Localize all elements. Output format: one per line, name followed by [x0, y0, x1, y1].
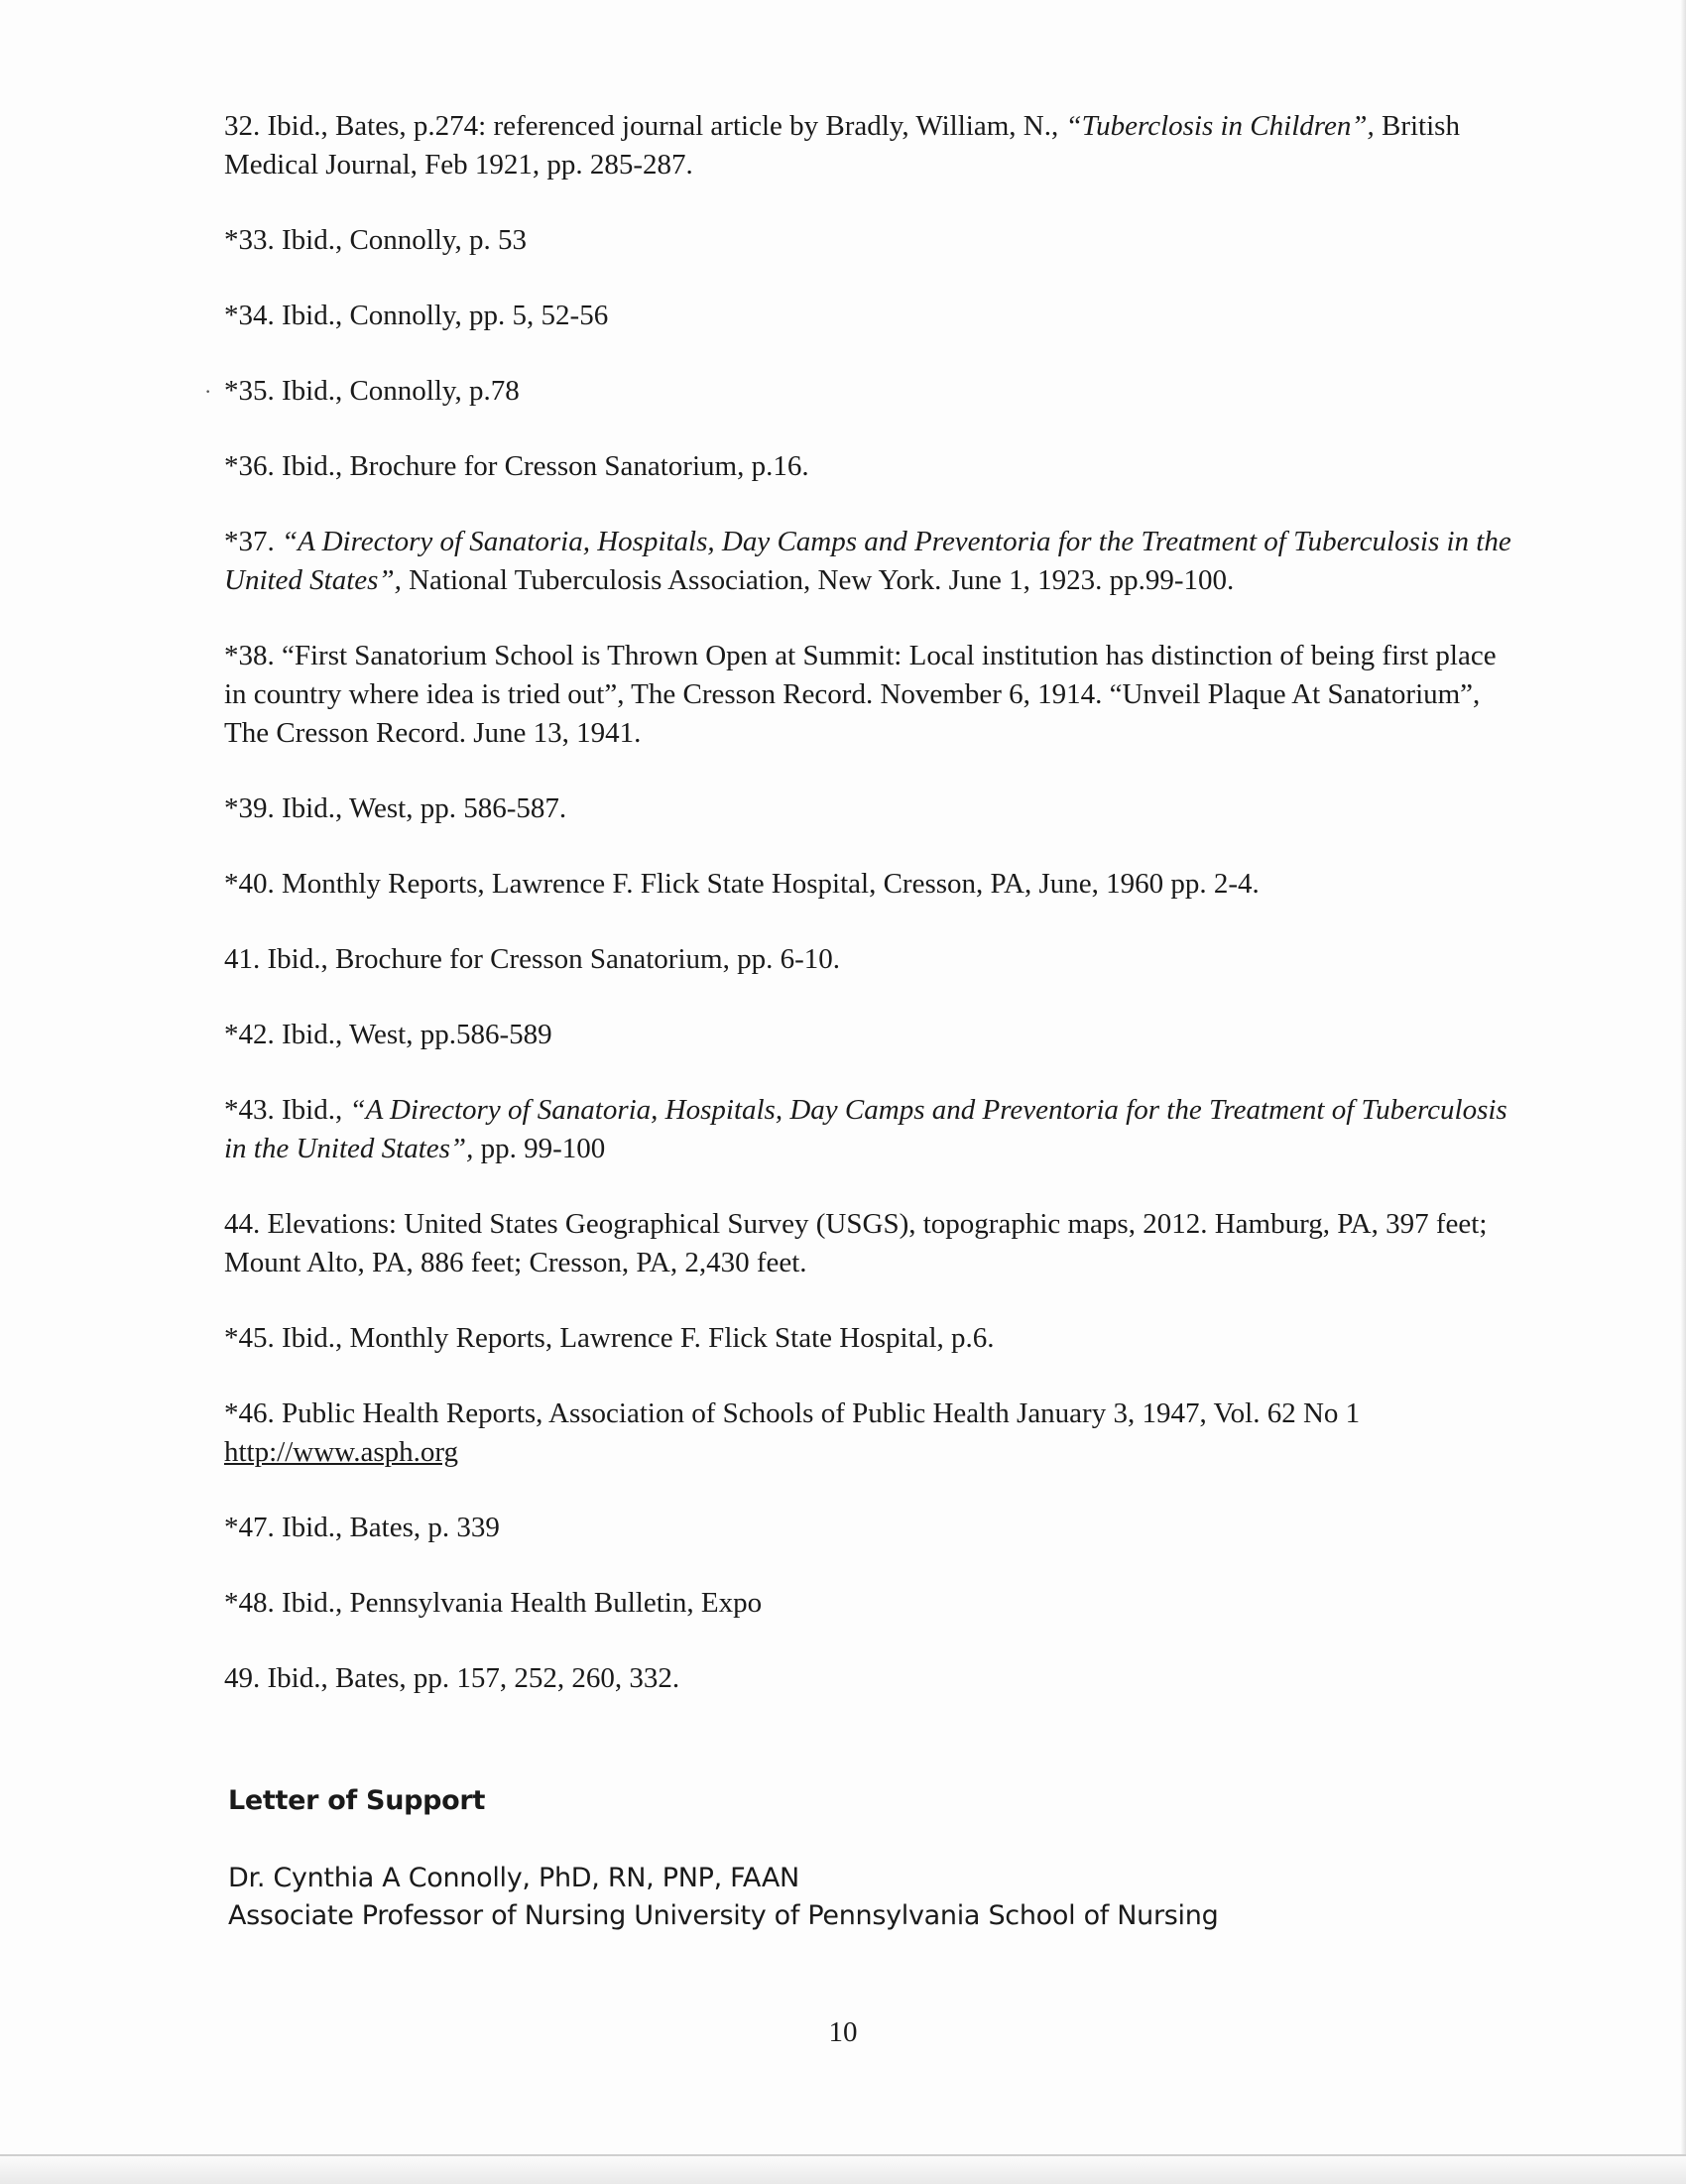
endnote-n44 [224, 1205, 1523, 1282]
endnote-text: *36. Ibid., Brochure for Cresson Sanatorium, p.16. [224, 450, 809, 482]
stray-dot-mark: · [204, 379, 212, 404]
endnote-text: British Medical Journal, Feb 1921, pp. 285-287. [224, 110, 1460, 181]
endnote-n41 [224, 940, 1523, 979]
endnote-text: *46. Public Health Reports, Association of Schools of Public Health January 3, 1947, Vol. 62 No 1 [224, 1397, 1361, 1429]
endnote-n43 [224, 1091, 1523, 1168]
endnote-n39 [224, 789, 1523, 828]
endnote-n35 [224, 372, 1523, 411]
endnote-link[interactable]: http://www.asph.org [224, 1436, 459, 1468]
endnote-text: *34. Ibid., Connolly, pp. 5, 52-56 [224, 300, 609, 331]
endnote-text: *40. Monthly Reports, Lawrence F. Flick State Hospital, Cresson, PA, June, 1960 pp. 2-4. [224, 868, 1260, 900]
page-number: 10 [828, 2016, 858, 2048]
endnote-n34 [224, 297, 1523, 335]
supporter-title: Associate Professor of Nursing University of Pennsylvania School of Nursing [228, 1900, 1219, 1931]
endnote-text: *39. Ibid., West, pp. 586-587. [224, 792, 567, 824]
endnote-n36 [224, 447, 1523, 486]
endnote-text: *35. Ibid., Connolly, p.78 [224, 375, 520, 407]
endnote-text: 44. Elevations: United States Geographical Survey (USGS), topographic maps, 2012. Hamburg, PA, 397 feet; Mount Alto, PA, 886 feet; Cresson, PA, 2,430 feet. [224, 1208, 1488, 1278]
endnote-n32 [224, 107, 1523, 184]
endnote-n38 [224, 637, 1523, 753]
section-heading: Letter of Support [228, 1785, 486, 1816]
endnote-text: *33. Ibid., Connolly, p. 53 [224, 224, 528, 256]
endnote-n37 [224, 523, 1523, 600]
endnote-title-italic: “A Directory of Sanatoria, Hospitals, Day Camps and Preventoria for the Treatment of Tuberculosis in the United States”, [224, 526, 1511, 596]
endnote-n49 [224, 1659, 1523, 1698]
endnote-text: *42. Ibid., West, pp.586-589 [224, 1019, 552, 1050]
endnote-text: 41. Ibid., Brochure for Cresson Sanatorium, pp. 6-10. [224, 943, 840, 975]
endnote-text: pp. 99-100 [473, 1133, 606, 1164]
endnote-text: *43. Ibid., [224, 1094, 350, 1126]
endnote-n42 [224, 1016, 1523, 1054]
supporter-name: Dr. Cynthia A Connolly, PhD, RN, PNP, FAAN [228, 1863, 799, 1893]
endnote-n40 [224, 865, 1523, 904]
scan-edge-bottom [0, 2154, 1686, 2184]
endnote-text: 49. Ibid., Bates, pp. 157, 252, 260, 332. [224, 1662, 680, 1694]
endnote-n47 [224, 1509, 1523, 1547]
scan-edge-right [1680, 0, 1686, 2182]
endnote-text: *37. [224, 526, 282, 557]
endnote-text: *47. Ibid., Bates, p. 339 [224, 1512, 500, 1543]
endnote-text: 32. Ibid., Bates, p.274: referenced journal article by Bradly, William, N., [224, 110, 1066, 142]
endnote-title-italic: “Tuberclosis in Children”, [1065, 110, 1375, 142]
endnote-n46 [224, 1395, 1523, 1472]
endnote-title-italic: “A Directory of Sanatoria, Hospitals, Day Camps and Preventoria for the Treatment of Tuberculosis in the United States”, [224, 1094, 1507, 1164]
endnote-text: National Tuberculosis Association, New York. June 1, 1923. pp.99-100. [401, 564, 1235, 596]
endnote-n33 [224, 221, 1523, 260]
endnote-n45 [224, 1319, 1523, 1358]
endnote-text: *38. “First Sanatorium School is Thrown Open at Summit: Local institution has distinction of being first place in country where idea is tried out”, The Cresson Record. November 6, 1914. “Unveil Plaque At Sanatorium”, The Cresson Record. June 13, 1941. [224, 640, 1497, 749]
letter-of-support-section [228, 1785, 1517, 1935]
endnote-text: *45. Ibid., Monthly Reports, Lawrence F. Flick State Hospital, p.6. [224, 1322, 995, 1354]
endnote-n48 [224, 1584, 1523, 1623]
endnotes-list [224, 107, 1523, 1735]
endnote-text: *48. Ibid., Pennsylvania Health Bulletin, Expo [224, 1587, 763, 1619]
